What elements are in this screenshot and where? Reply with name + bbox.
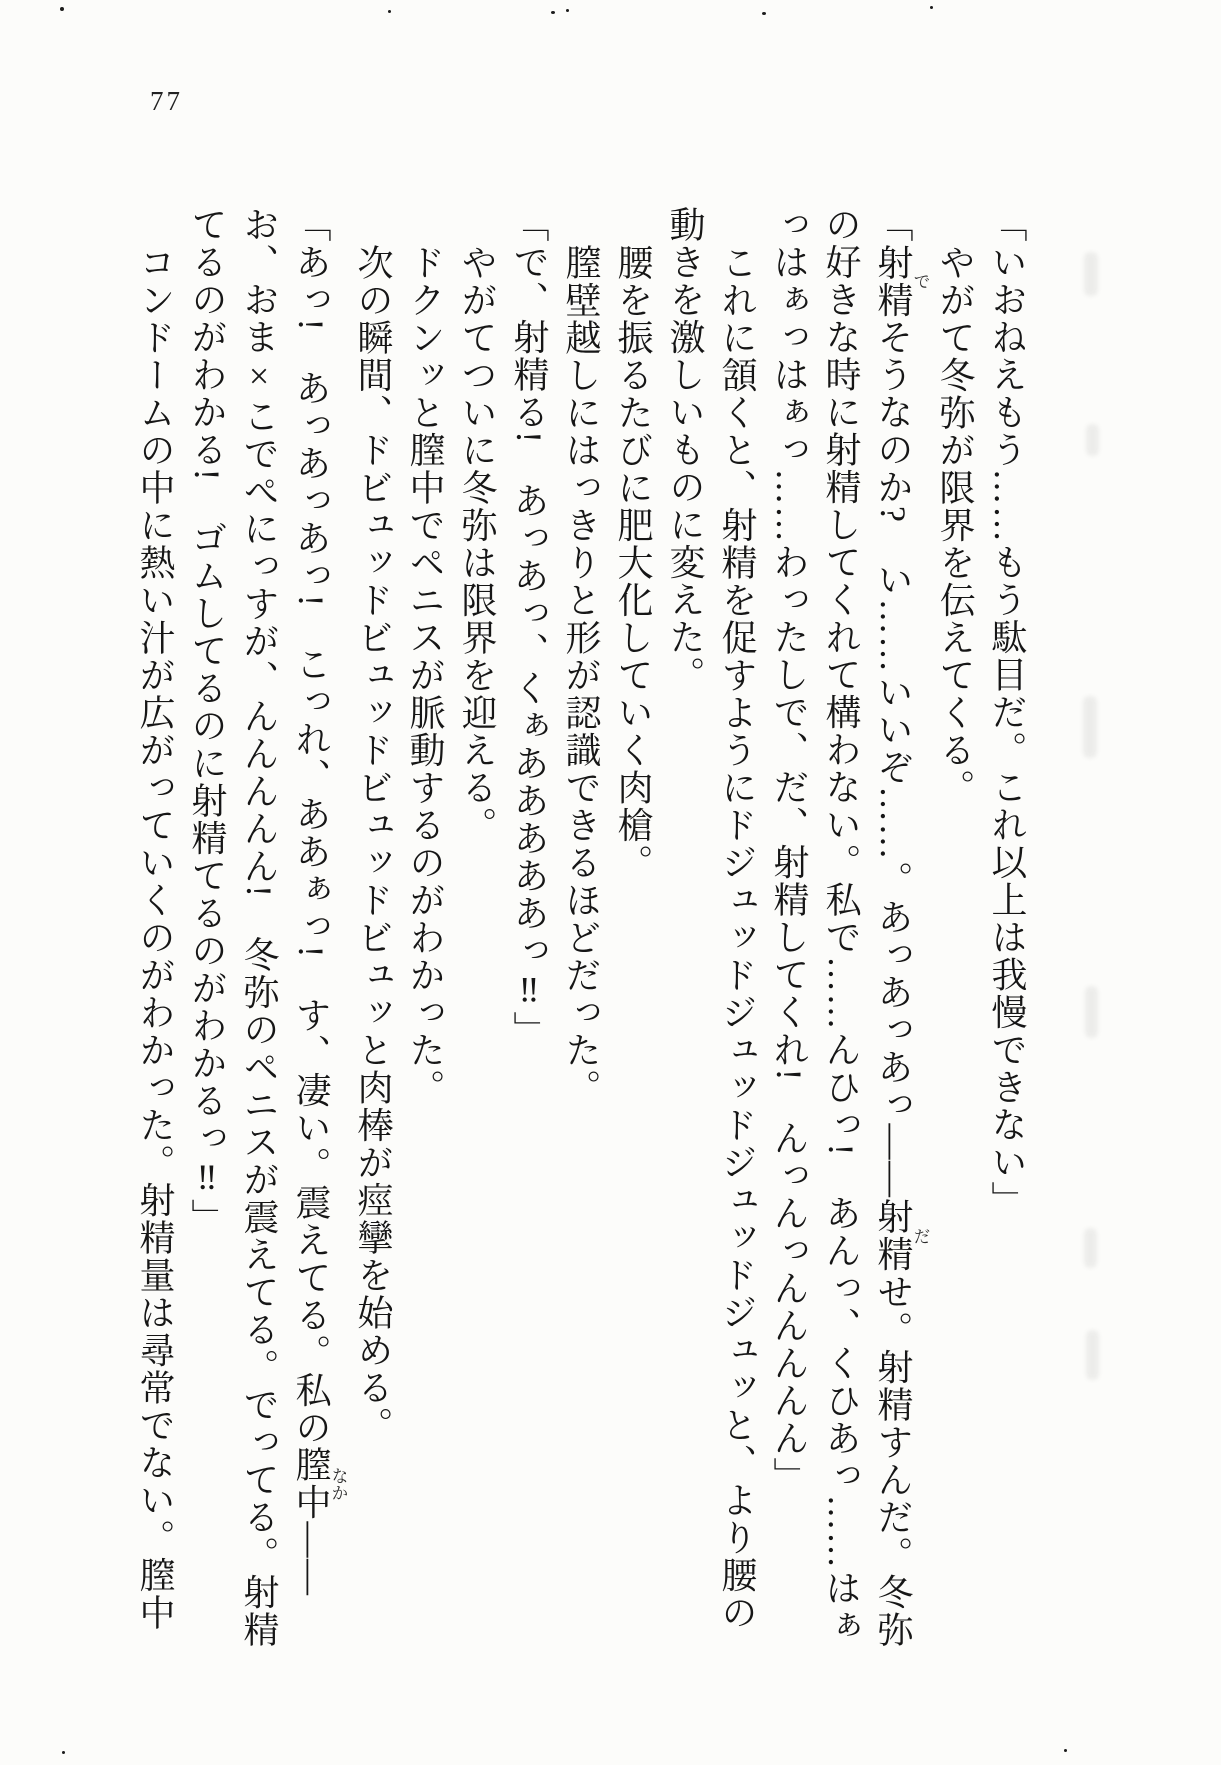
scan-speck [930, 6, 933, 9]
paragraph-dialogue: 「あっ! あっあっあっ! こっれ、ああぁっ! す、凄い。震えてる。私の膣中なか——お、おま×こでぺにっすが、んんんんん! 冬弥のペニスが震えてる。でってる。射精てるのがわかる! ゴムしてるのに射精てるのがわかるっ‼」 [187, 206, 348, 1649]
furigana-ruby: 膣中なか [291, 1446, 348, 1522]
paragraph-narration: 膣壁越しにはっきりと形が認識できるほどだった。 [561, 244, 601, 1107]
page-showthrough-mark [1084, 1228, 1097, 1268]
page-showthrough-mark [1083, 696, 1097, 758]
paragraph-narration: コンドームの中に熱い汁が広がっていくのがわかった。射精量は尋常でない。膣中 [135, 244, 175, 1632]
scan-speck [60, 7, 64, 11]
scan-speck [551, 11, 555, 14]
page-showthrough-mark [1085, 986, 1098, 1038]
scan-speck [388, 10, 391, 13]
page-showthrough-mark [1086, 1330, 1099, 1380]
paragraph-dialogue: 「射精でそうなのか? い……いいぞ……。あっあっあっ——射精だせ。射精すんだ。冬弥の好きな時に射精してくれて構わない。私で……んひっ! あんっ、くひあっ……はぁっはぁっはぁっ……わったしで、だ、射精してくれ! んっんっんんんんん」 [769, 206, 930, 1649]
paragraph-dialogue: 「いおねえもう……もう駄目だ。これ以上は我慢できない」 [987, 206, 1027, 1219]
furigana-ruby: 射精だ [873, 1198, 930, 1274]
text-block [129, 206, 1033, 1668]
paragraph-dialogue: 「で、射精る! あっあっ、くぁあああああっ‼」 [509, 206, 549, 1049]
scan-speck [62, 1751, 65, 1754]
page-number: 77 [150, 86, 183, 116]
paragraph-narration: これに頷くと、射精を促すようにドジュッドジュッドジュッドジュッと、より腰の動きを激しいものに変えた。 [665, 206, 757, 1632]
page-showthrough-mark [1084, 252, 1098, 296]
scan-speck [1064, 1749, 1067, 1752]
scan-speck [566, 9, 569, 12]
paragraph-narration: 腰を振るたびに肥大化していく肉槍。 [613, 244, 653, 882]
furigana-ruby: 射精で [873, 243, 930, 319]
scan-speck [762, 12, 766, 15]
page-showthrough-mark [1086, 424, 1099, 456]
paragraph-narration: やがて冬弥が限界を伝えてくる。 [935, 244, 975, 807]
paragraph-narration: やがてついに冬弥は限界を迎える。 [457, 244, 497, 844]
paragraph-narration: 次の瞬間、ドビュッドビュッドビュッドビュッと肉棒が痙攣を始める。 [353, 244, 393, 1444]
paragraph-narration: ドクンッと膣中でペニスが脈動するのがわかった。 [405, 244, 445, 1107]
